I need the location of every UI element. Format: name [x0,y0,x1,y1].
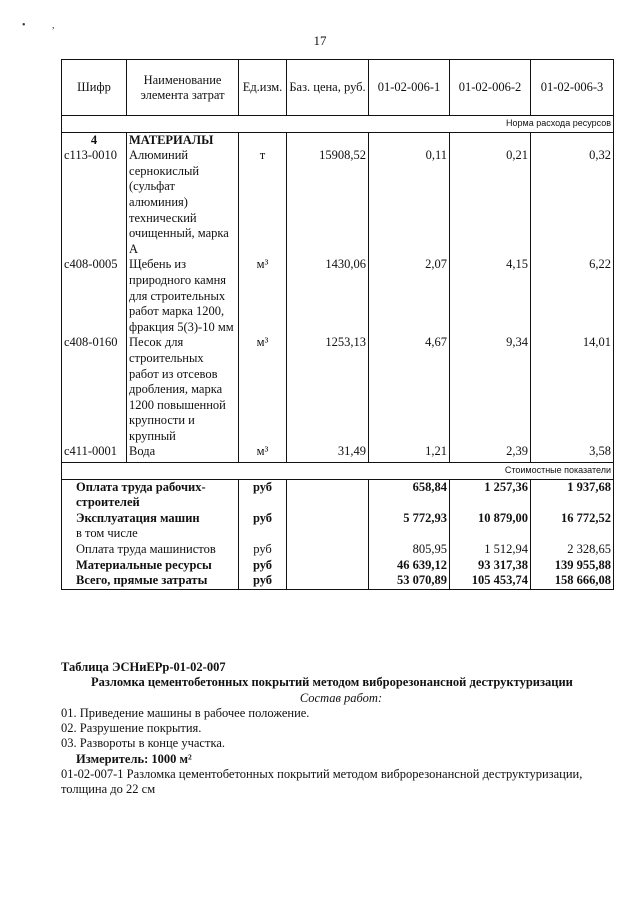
table-header-row [62,60,614,116]
material-norm-1: 1,21 [369,444,450,462]
section-code: 4 [62,132,127,148]
scan-mark-left: • [22,20,26,31]
cost-name: Оплата труда машинистов [62,542,239,558]
norm-caption: Норма расхода ресурсов [62,116,614,133]
material-norm-1: 0,11 [369,148,450,257]
cost-value-1: 805,95 [369,542,450,558]
material-norm-3: 14,01 [531,335,614,444]
cost-value-2: 93 317,38 [450,558,531,574]
cost-value-1: 5 772,93 [369,511,450,542]
item-description: 01-02-007-1 Разломка цементобетонных покрытий методом виброрезонансной деструктуризации, [61,767,583,782]
material-norm-1: 4,67 [369,335,450,444]
material-code: с408-0005 [62,257,127,335]
norm-caption-row [62,116,614,133]
material-norm-1: 2,07 [369,257,450,335]
cost-value-1: 658,84 [369,479,450,511]
material-name: Алюминий сернокислый (сульфат алюминия) технический очищенный, марка А [127,148,239,257]
material-code: с113-0010 [62,148,127,257]
work-item: 01. Приведение машины в рабочее положение. [61,705,310,720]
cost-value-3: 1 937,68 [531,479,614,511]
material-unit: м³ [239,444,287,462]
material-name: Песок для строительных работ из отсевов дробления, марка 1200 повышенной крупности и крупный [127,335,239,444]
table-row [62,148,614,257]
cost-name-cell [62,511,239,542]
material-code: с411-0001 [62,444,127,462]
header-code: Шифр [62,60,127,116]
cost-name: Оплата труда рабочих-строителей [62,479,239,511]
cost-unit: руб [239,479,287,511]
cost-unit: руб [239,542,287,558]
table-row [62,257,614,335]
resource-norms-table [61,59,614,590]
scan-mark-right: , [52,20,55,31]
material-norm-3: 6,22 [531,257,614,335]
cost-subnote: в том числе [76,526,138,541]
material-norm-2: 0,21 [450,148,531,257]
cost-value-2: 105 453,74 [450,573,531,589]
table-row [62,573,614,589]
cost-value-3: 16 772,52 [531,511,614,542]
cost-name: Эксплуатация машин [76,510,200,525]
item-description-cont: толщина до 22 см [61,782,156,797]
material-name: Щебень из природного камня для строительных работ марка 1200, фракция 5(3)-10 мм [127,257,239,335]
cost-value-2: 10 879,00 [450,511,531,542]
cost-value-3: 2 328,65 [531,542,614,558]
material-norm-2: 4,15 [450,257,531,335]
material-norm-2: 9,34 [450,335,531,444]
cost-caption-row [62,463,614,480]
table-row [62,542,614,558]
material-unit: м³ [239,335,287,444]
table-row [62,335,614,444]
cost-unit: руб [239,511,287,542]
cost-name: Всего, прямые затраты [62,573,239,589]
material-norm-2: 2,39 [450,444,531,462]
cost-caption: Стоимостные показатели [62,463,614,480]
cost-value-1: 53 070,89 [369,573,450,589]
material-price: 1253,13 [287,335,369,444]
cost-value-2: 1 512,94 [450,542,531,558]
material-price: 15908,52 [287,148,369,257]
next-table-section [61,660,621,798]
header-col-3: 01-02-006-3 [531,60,614,116]
cost-value-1: 46 639,12 [369,558,450,574]
header-col-2: 01-02-006-2 [450,60,531,116]
table-row [62,444,614,462]
material-price: 1430,06 [287,257,369,335]
next-table-title: Разломка цементобетонных покрытий методом виброрезонансной деструктуризации [91,675,573,690]
page-number: 17 [313,33,327,48]
cost-unit: руб [239,573,287,589]
header-name: Наименование элемента затрат [127,60,239,116]
cost-name: Материальные ресурсы [62,558,239,574]
material-norm-3: 3,58 [531,444,614,462]
header-col-1: 01-02-006-1 [369,60,450,116]
cost-unit: руб [239,558,287,574]
table-row [62,479,614,511]
header-base-price: Баз. цена, руб. [287,60,369,116]
material-unit: т [239,148,287,257]
measure-unit: Измеритель: 1000 м² [76,751,192,766]
next-table-label: Таблица ЭСНиЕРр-01-02-007 [61,660,226,674]
material-name: Вода [127,444,239,462]
cost-value-3: 139 955,88 [531,558,614,574]
material-unit: м³ [239,257,287,335]
section-row [62,132,614,148]
material-code: с408-0160 [62,335,127,444]
work-item: 03. Развороты в конце участка. [61,736,225,751]
table-row [62,558,614,574]
material-norm-3: 0,32 [531,148,614,257]
material-price: 31,49 [287,444,369,462]
table-row [62,511,614,542]
section-title: МАТЕРИАЛЫ [127,132,239,148]
cost-value-2: 1 257,36 [450,479,531,511]
cost-value-3: 158 666,08 [531,573,614,589]
work-item: 02. Разрушение покрытия. [61,721,202,736]
header-unit: Ед.изм. [239,60,287,116]
works-heading: Состав работ: [299,690,383,705]
